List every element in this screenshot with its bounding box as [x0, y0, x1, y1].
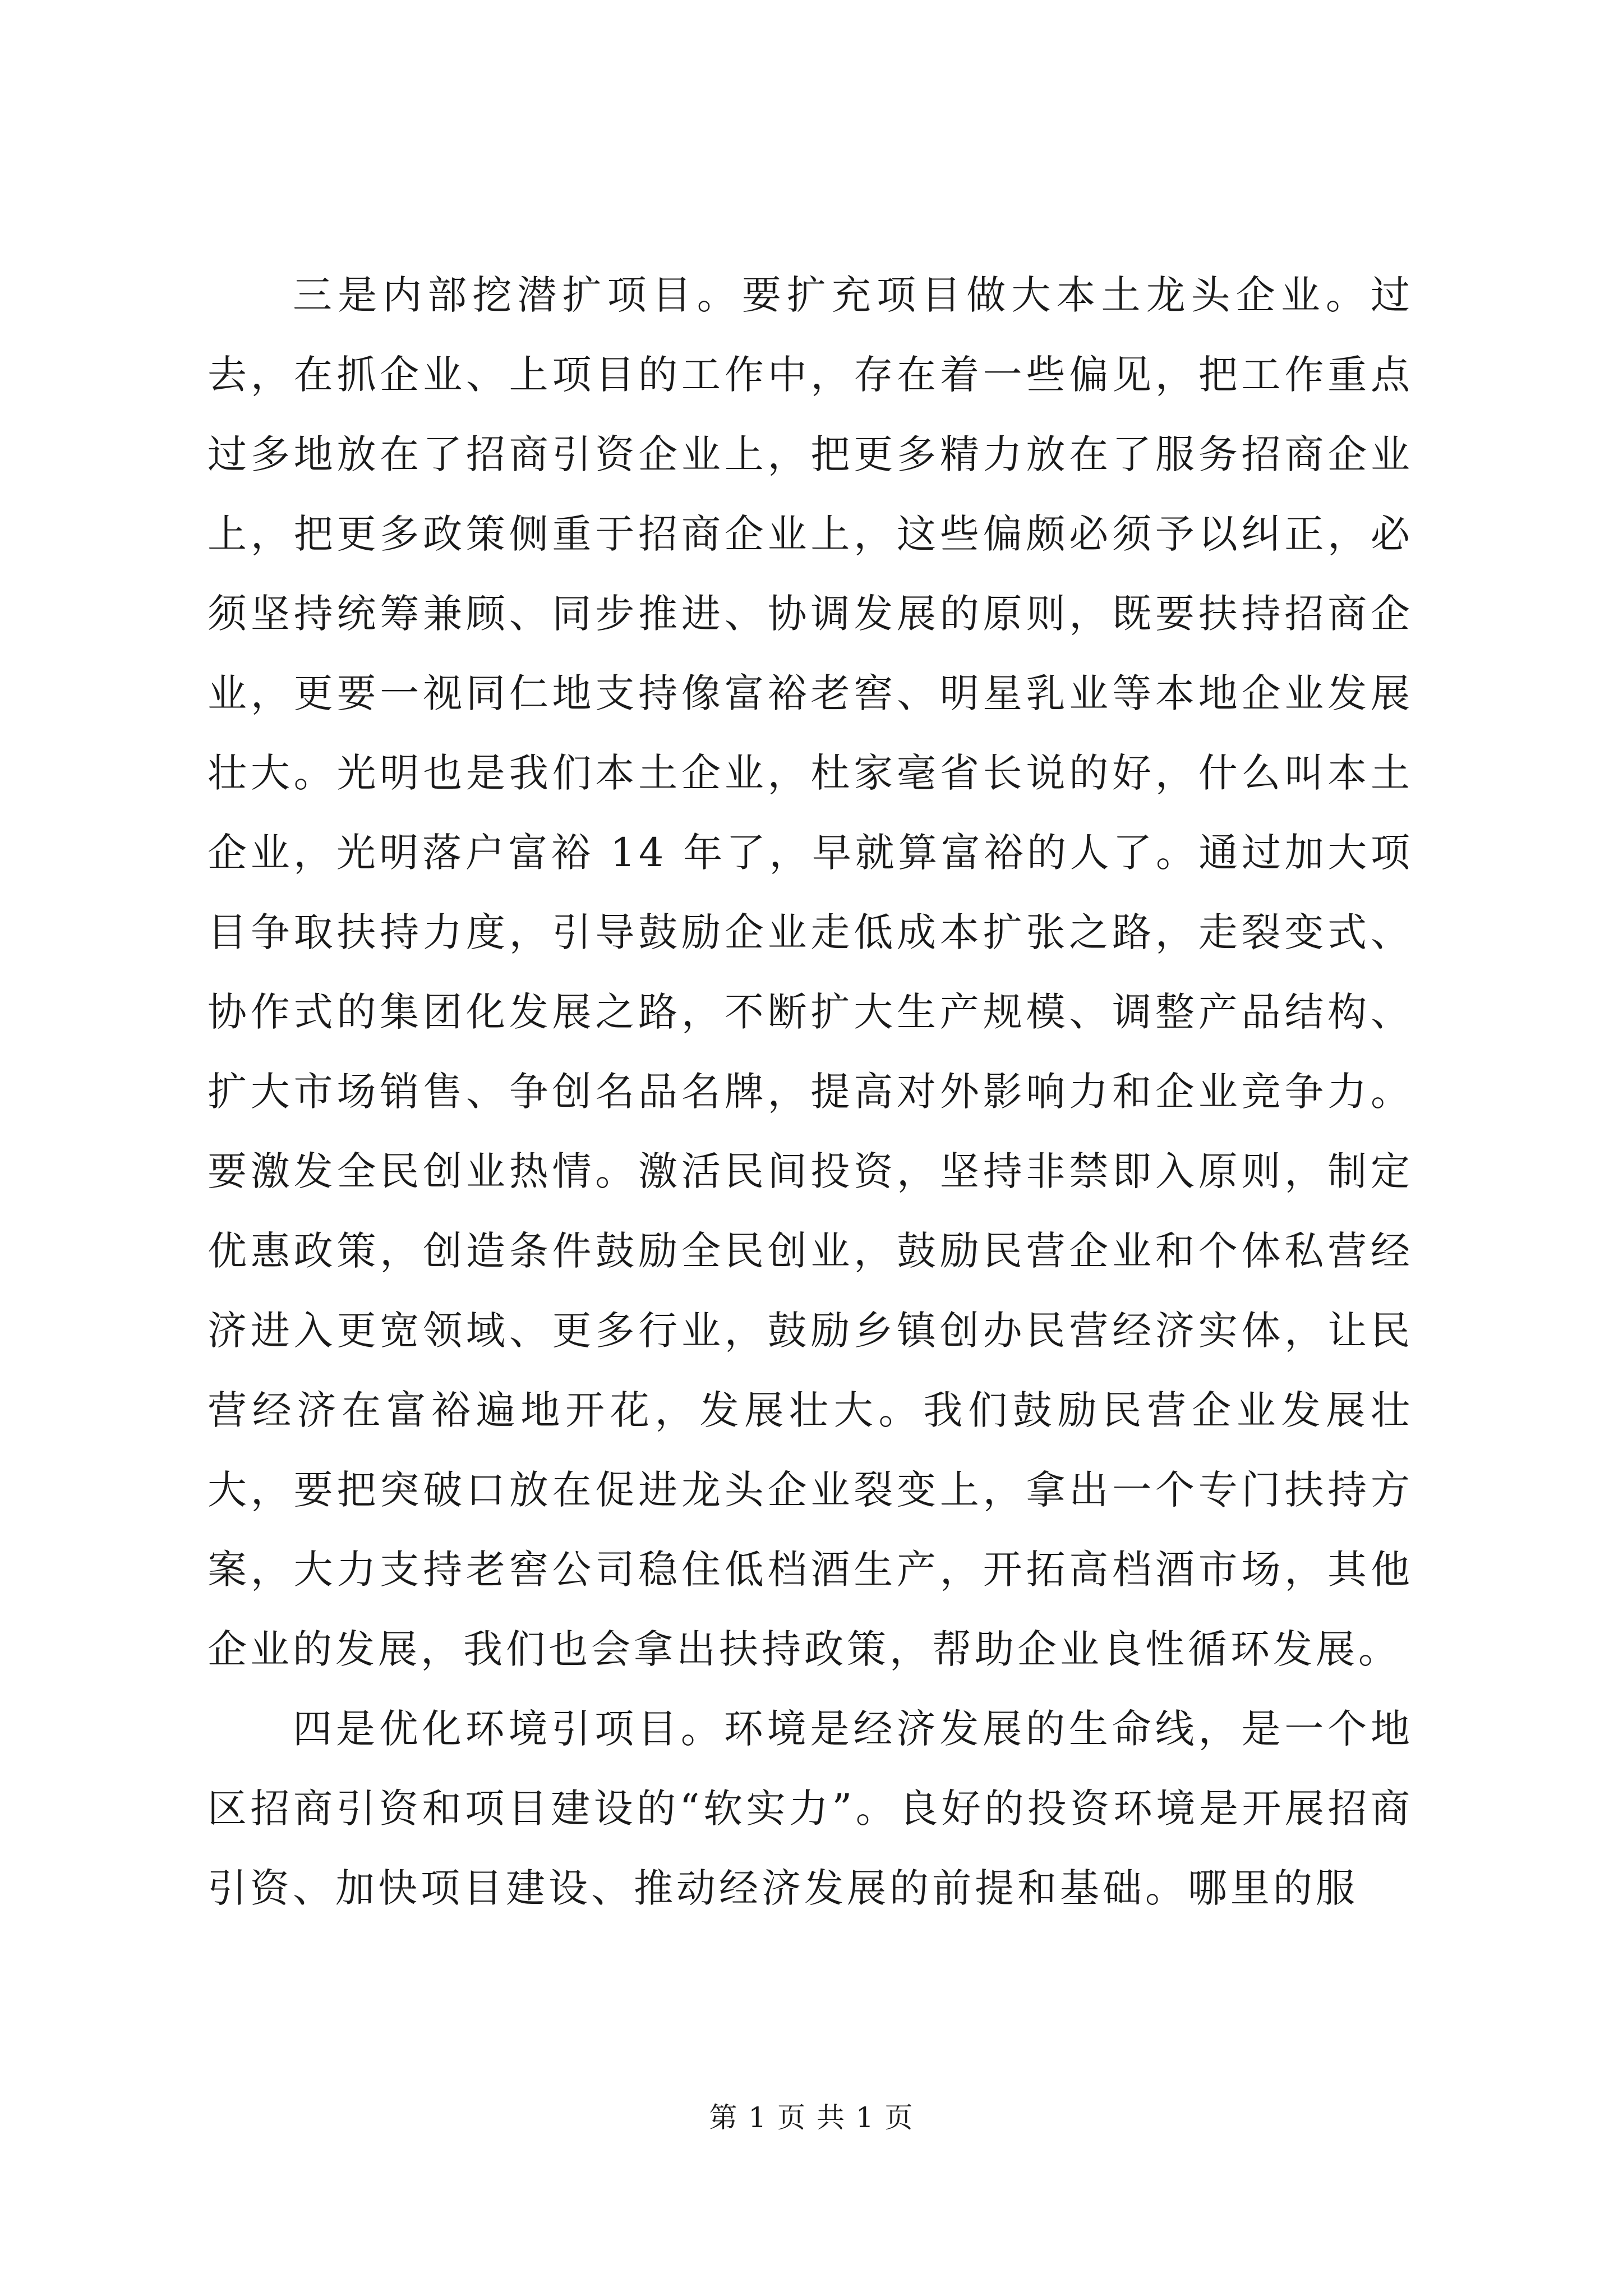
paragraph-3-internal-projects: 三是内部挖潜扩项目。要扩充项目做大本土龙头企业。过去，在抓企业、上项目的工作中，存在着一些偏见，把工作重点过多地放在了招商引资企业上，把更多精力放在了服务招商企业上，把更多政策侧重于招商企业上，这些偏颇必须予以纠正，必须坚持统筹兼顾、同步推进、协调发展的原则，既要扶持招商企业，更要一视同仁地支持像富裕老窖、明星乳业等本地企业发展壮大。光明也是我们本土企业，杜家毫省长说的好，什么叫本土企业，光明落户富裕 14 年了，早就算富裕的人了。通过加大项目争取扶持力度，引导鼓励企业走低成本扩张之路，走裂变式、协作式的集团化发展之路，不断扩大生产规模、调整产品结构、扩大市场销售、争创名品名牌，提高对外影响力和企业竞争力。要激发全民创业热情。激活民间投资，坚持非禁即入原则，制定优惠政策，创造条件鼓励全民创业，鼓励民营企业和个体私营经济进入更宽领域、更多行业，鼓励乡镇创办民营经济实体，让民营经济在富裕遍地开花，发展壮大。我们鼓励民营企业发展壮大，要把突破口放在促进龙头企业裂变上，拿出一个专门扶持方案，大力支持老窖公司稳住低档酒生产，开拓高档酒市场，其他企业的发展，我们也会拿出扶持政策，帮助企业良性循环发展。 — [208, 272, 1413, 1672]
paragraph-4-optimize-environment: 四是优化环境引项目。环境是经济发展的生命线，是一个地区招商引资和项目建设的“软实力”。良好的投资环境是开展招商引资、加快项目建设、推动经济发展的前提和基础。哪里的服 — [208, 1706, 1413, 1911]
page-footer: 第 1 页 共 1 页 — [709, 2101, 914, 2134]
document-body — [208, 255, 1413, 1928]
